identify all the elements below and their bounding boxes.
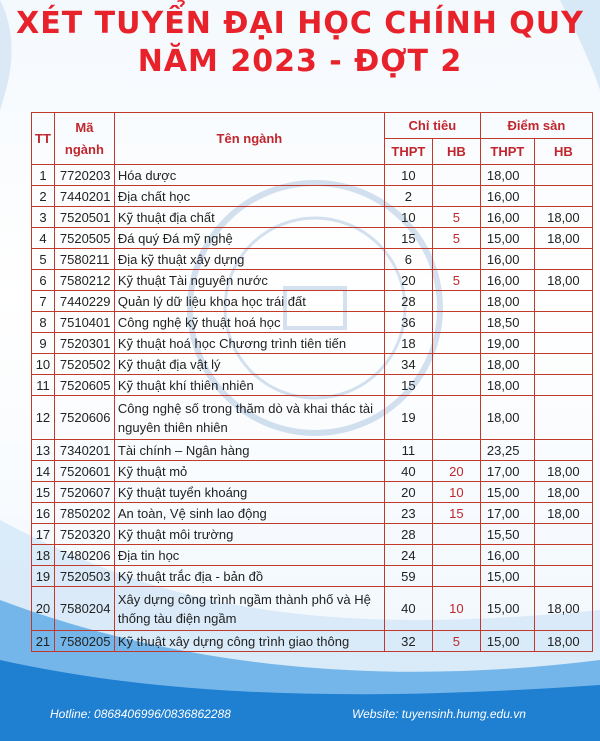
cell-chi-tieu-hb xyxy=(432,396,480,440)
cell-tt: 13 xyxy=(32,440,55,461)
table-row xyxy=(32,396,593,440)
title-line-1: XÉT TUYỂN ĐẠI HỌC CHÍNH QUY xyxy=(16,6,584,41)
cell-ten-nganh: Kỹ thuật tuyển khoáng xyxy=(114,482,384,503)
cell-diem-san-hb: 18,00 xyxy=(534,587,592,631)
cell-tt: 12 xyxy=(32,396,55,440)
cell-ten-nganh: Tài chính – Ngân hàng xyxy=(114,440,384,461)
cell-chi-tieu-hb xyxy=(432,165,480,186)
cell-chi-tieu-thpt: 40 xyxy=(384,587,432,631)
cell-chi-tieu-hb xyxy=(432,545,480,566)
table-row xyxy=(32,291,593,312)
cell-tt: 11 xyxy=(32,375,55,396)
cell-ma-nganh: 7580204 xyxy=(54,587,114,631)
cell-ma-nganh: 7340201 xyxy=(54,440,114,461)
cell-ma-nganh: 7520606 xyxy=(54,396,114,440)
cell-tt: 18 xyxy=(32,545,55,566)
table-row xyxy=(32,207,593,228)
admission-table xyxy=(31,112,593,652)
cell-ma-nganh: 7520503 xyxy=(54,566,114,587)
header-chi-tieu: Chỉ tiêu xyxy=(384,113,480,139)
cell-chi-tieu-thpt: 2 xyxy=(384,186,432,207)
cell-diem-san-hb: 18,00 xyxy=(534,461,592,482)
cell-diem-san-thpt: 19,00 xyxy=(480,333,534,354)
cell-diem-san-hb xyxy=(534,165,592,186)
cell-tt: 10 xyxy=(32,354,55,375)
cell-diem-san-thpt: 17,00 xyxy=(480,503,534,524)
header-ma-nganh: Mã ngành xyxy=(54,113,114,165)
cell-ten-nganh: Kỹ thuật trắc địa - bản đồ xyxy=(114,566,384,587)
cell-diem-san-thpt: 16,00 xyxy=(480,186,534,207)
header-diem-san-hb: HB xyxy=(534,139,592,165)
cell-tt: 1 xyxy=(32,165,55,186)
header-diem-san: Điểm sàn xyxy=(480,113,592,139)
cell-chi-tieu-thpt: 15 xyxy=(384,375,432,396)
cell-tt: 16 xyxy=(32,503,55,524)
cell-chi-tieu-thpt: 23 xyxy=(384,503,432,524)
cell-ma-nganh: 7510401 xyxy=(54,312,114,333)
cell-diem-san-thpt: 18,00 xyxy=(480,396,534,440)
cell-diem-san-thpt: 18,50 xyxy=(480,312,534,333)
cell-diem-san-thpt: 16,00 xyxy=(480,545,534,566)
cell-diem-san-hb xyxy=(534,524,592,545)
cell-ma-nganh: 7850202 xyxy=(54,503,114,524)
cell-chi-tieu-hb xyxy=(432,440,480,461)
cell-chi-tieu-hb: 15 xyxy=(432,503,480,524)
cell-ma-nganh: 7580211 xyxy=(54,249,114,270)
table-row xyxy=(32,186,593,207)
cell-diem-san-thpt: 17,00 xyxy=(480,461,534,482)
cell-ma-nganh: 7520601 xyxy=(54,461,114,482)
cell-ten-nganh: Công nghệ kỹ thuật hoá học xyxy=(114,312,384,333)
cell-chi-tieu-thpt: 59 xyxy=(384,566,432,587)
cell-ma-nganh: 7580205 xyxy=(54,631,114,652)
table-row xyxy=(32,333,593,354)
cell-ten-nganh: Kỹ thuật môi trường xyxy=(114,524,384,545)
cell-ma-nganh: 7520605 xyxy=(54,375,114,396)
cell-diem-san-hb xyxy=(534,566,592,587)
cell-diem-san-thpt: 16,00 xyxy=(480,207,534,228)
cell-ma-nganh: 7520607 xyxy=(54,482,114,503)
cell-chi-tieu-hb: 5 xyxy=(432,207,480,228)
cell-diem-san-thpt: 18,00 xyxy=(480,375,534,396)
cell-diem-san-thpt: 15,50 xyxy=(480,524,534,545)
cell-ma-nganh: 7520505 xyxy=(54,228,114,249)
cell-tt: 15 xyxy=(32,482,55,503)
table-row xyxy=(32,165,593,186)
cell-ten-nganh: Kỹ thuật địa vật lý xyxy=(114,354,384,375)
cell-diem-san-thpt: 23,25 xyxy=(480,440,534,461)
cell-chi-tieu-thpt: 32 xyxy=(384,631,432,652)
cell-chi-tieu-thpt: 40 xyxy=(384,461,432,482)
cell-chi-tieu-hb xyxy=(432,524,480,545)
table-row xyxy=(32,545,593,566)
table-row xyxy=(32,461,593,482)
header-chi-tieu-hb: HB xyxy=(432,139,480,165)
cell-tt: 20 xyxy=(32,587,55,631)
cell-chi-tieu-hb xyxy=(432,375,480,396)
cell-diem-san-hb xyxy=(534,312,592,333)
table-row xyxy=(32,312,593,333)
cell-chi-tieu-hb xyxy=(432,249,480,270)
cell-chi-tieu-thpt: 11 xyxy=(384,440,432,461)
cell-diem-san-thpt: 15,00 xyxy=(480,631,534,652)
cell-tt: 9 xyxy=(32,333,55,354)
cell-chi-tieu-thpt: 28 xyxy=(384,524,432,545)
cell-ma-nganh: 7580212 xyxy=(54,270,114,291)
cell-chi-tieu-hb: 5 xyxy=(432,270,480,291)
cell-diem-san-thpt: 16,00 xyxy=(480,270,534,291)
cell-ten-nganh: Kỹ thuật khí thiên nhiên xyxy=(114,375,384,396)
cell-chi-tieu-thpt: 19 xyxy=(384,396,432,440)
cell-ten-nganh: Địa kỹ thuật xây dựng xyxy=(114,249,384,270)
hotline-text: Hotline: 0868406996/0836862288 xyxy=(50,707,231,721)
cell-ten-nganh: Kỹ thuật Tài nguyên nước xyxy=(114,270,384,291)
table-row xyxy=(32,482,593,503)
cell-diem-san-thpt: 15,00 xyxy=(480,228,534,249)
cell-ten-nganh: Xây dựng công trình ngầm thành phố và Hệ thống tàu điện ngầm xyxy=(114,587,384,631)
cell-chi-tieu-hb xyxy=(432,566,480,587)
cell-diem-san-hb: 18,00 xyxy=(534,503,592,524)
website-text: Website: tuyensinh.humg.edu.vn xyxy=(352,707,526,721)
cell-chi-tieu-thpt: 15 xyxy=(384,228,432,249)
cell-ten-nganh: Địa chất học xyxy=(114,186,384,207)
cell-chi-tieu-thpt: 20 xyxy=(384,482,432,503)
table-row xyxy=(32,354,593,375)
cell-tt: 5 xyxy=(32,249,55,270)
cell-ma-nganh: 7720203 xyxy=(54,165,114,186)
cell-chi-tieu-hb xyxy=(432,354,480,375)
cell-chi-tieu-hb xyxy=(432,291,480,312)
cell-ma-nganh: 7480206 xyxy=(54,545,114,566)
cell-ten-nganh: An toàn, Vệ sinh lao động xyxy=(114,503,384,524)
table-row xyxy=(32,503,593,524)
cell-diem-san-hb xyxy=(534,354,592,375)
cell-tt: 6 xyxy=(32,270,55,291)
cell-ten-nganh: Đá quý Đá mỹ nghệ xyxy=(114,228,384,249)
header-tt: TT xyxy=(32,113,55,165)
header-diem-san-thpt: THPT xyxy=(480,139,534,165)
cell-diem-san-hb: 18,00 xyxy=(534,482,592,503)
cell-chi-tieu-thpt: 10 xyxy=(384,207,432,228)
cell-diem-san-hb xyxy=(534,440,592,461)
header-chi-tieu-thpt: THPT xyxy=(384,139,432,165)
cell-ma-nganh: 7520301 xyxy=(54,333,114,354)
cell-diem-san-hb: 18,00 xyxy=(534,207,592,228)
cell-chi-tieu-thpt: 20 xyxy=(384,270,432,291)
table-row xyxy=(32,375,593,396)
table-row xyxy=(32,228,593,249)
cell-ten-nganh: Kỹ thuật địa chất xyxy=(114,207,384,228)
cell-chi-tieu-hb: 10 xyxy=(432,482,480,503)
cell-ma-nganh: 7520502 xyxy=(54,354,114,375)
cell-tt: 2 xyxy=(32,186,55,207)
cell-diem-san-thpt: 15,00 xyxy=(480,482,534,503)
cell-chi-tieu-hb: 5 xyxy=(432,631,480,652)
cell-tt: 4 xyxy=(32,228,55,249)
cell-chi-tieu-thpt: 34 xyxy=(384,354,432,375)
cell-chi-tieu-thpt: 18 xyxy=(384,333,432,354)
cell-chi-tieu-thpt: 6 xyxy=(384,249,432,270)
cell-tt: 14 xyxy=(32,461,55,482)
cell-ma-nganh: 7520320 xyxy=(54,524,114,545)
cell-chi-tieu-thpt: 10 xyxy=(384,165,432,186)
cell-tt: 8 xyxy=(32,312,55,333)
cell-tt: 21 xyxy=(32,631,55,652)
cell-diem-san-hb: 18,00 xyxy=(534,228,592,249)
cell-chi-tieu-hb: 5 xyxy=(432,228,480,249)
cell-tt: 17 xyxy=(32,524,55,545)
cell-diem-san-hb xyxy=(534,545,592,566)
cell-ma-nganh: 7520501 xyxy=(54,207,114,228)
cell-chi-tieu-thpt: 28 xyxy=(384,291,432,312)
cell-diem-san-thpt: 15,00 xyxy=(480,566,534,587)
table-row xyxy=(32,249,593,270)
cell-diem-san-hb: 18,00 xyxy=(534,631,592,652)
table-row xyxy=(32,566,593,587)
table-row xyxy=(32,524,593,545)
cell-tt: 7 xyxy=(32,291,55,312)
cell-ten-nganh: Kỹ thuật hoá học Chương trình tiên tiến xyxy=(114,333,384,354)
cell-chi-tieu-thpt: 24 xyxy=(384,545,432,566)
cell-diem-san-thpt: 18,00 xyxy=(480,354,534,375)
cell-ten-nganh: Công nghệ số trong thăm dò và khai thác tài nguyên thiên nhiên xyxy=(114,396,384,440)
header-ten-nganh: Tên ngành xyxy=(114,113,384,165)
cell-diem-san-thpt: 18,00 xyxy=(480,291,534,312)
cell-ten-nganh: Địa tin học xyxy=(114,545,384,566)
cell-diem-san-hb xyxy=(534,249,592,270)
cell-tt: 19 xyxy=(32,566,55,587)
table-body xyxy=(32,165,593,652)
cell-tt: 3 xyxy=(32,207,55,228)
cell-ten-nganh: Hóa dược xyxy=(114,165,384,186)
cell-chi-tieu-hb: 10 xyxy=(432,587,480,631)
cell-ten-nganh: Kỹ thuật xây dựng công trình giao thông xyxy=(114,631,384,652)
table-row xyxy=(32,440,593,461)
cell-chi-tieu-thpt: 36 xyxy=(384,312,432,333)
cell-diem-san-hb xyxy=(534,375,592,396)
cell-diem-san-thpt: 18,00 xyxy=(480,165,534,186)
table-row xyxy=(32,587,593,631)
cell-ten-nganh: Quản lý dữ liệu khoa học trái đất xyxy=(114,291,384,312)
cell-diem-san-hb xyxy=(534,333,592,354)
cell-chi-tieu-hb xyxy=(432,312,480,333)
cell-diem-san-hb: 18,00 xyxy=(534,270,592,291)
cell-diem-san-hb xyxy=(534,396,592,440)
cell-chi-tieu-hb: 20 xyxy=(432,461,480,482)
cell-chi-tieu-hb xyxy=(432,333,480,354)
cell-ten-nganh: Kỹ thuật mỏ xyxy=(114,461,384,482)
cell-diem-san-hb xyxy=(534,291,592,312)
table-row xyxy=(32,270,593,291)
cell-diem-san-thpt: 15,00 xyxy=(480,587,534,631)
cell-chi-tieu-hb xyxy=(432,186,480,207)
cell-diem-san-thpt: 16,00 xyxy=(480,249,534,270)
table-row xyxy=(32,631,593,652)
cell-ma-nganh: 7440201 xyxy=(54,186,114,207)
cell-diem-san-hb xyxy=(534,186,592,207)
title-line-2: NĂM 2023 - ĐỢT 2 xyxy=(137,44,463,79)
cell-ma-nganh: 7440229 xyxy=(54,291,114,312)
